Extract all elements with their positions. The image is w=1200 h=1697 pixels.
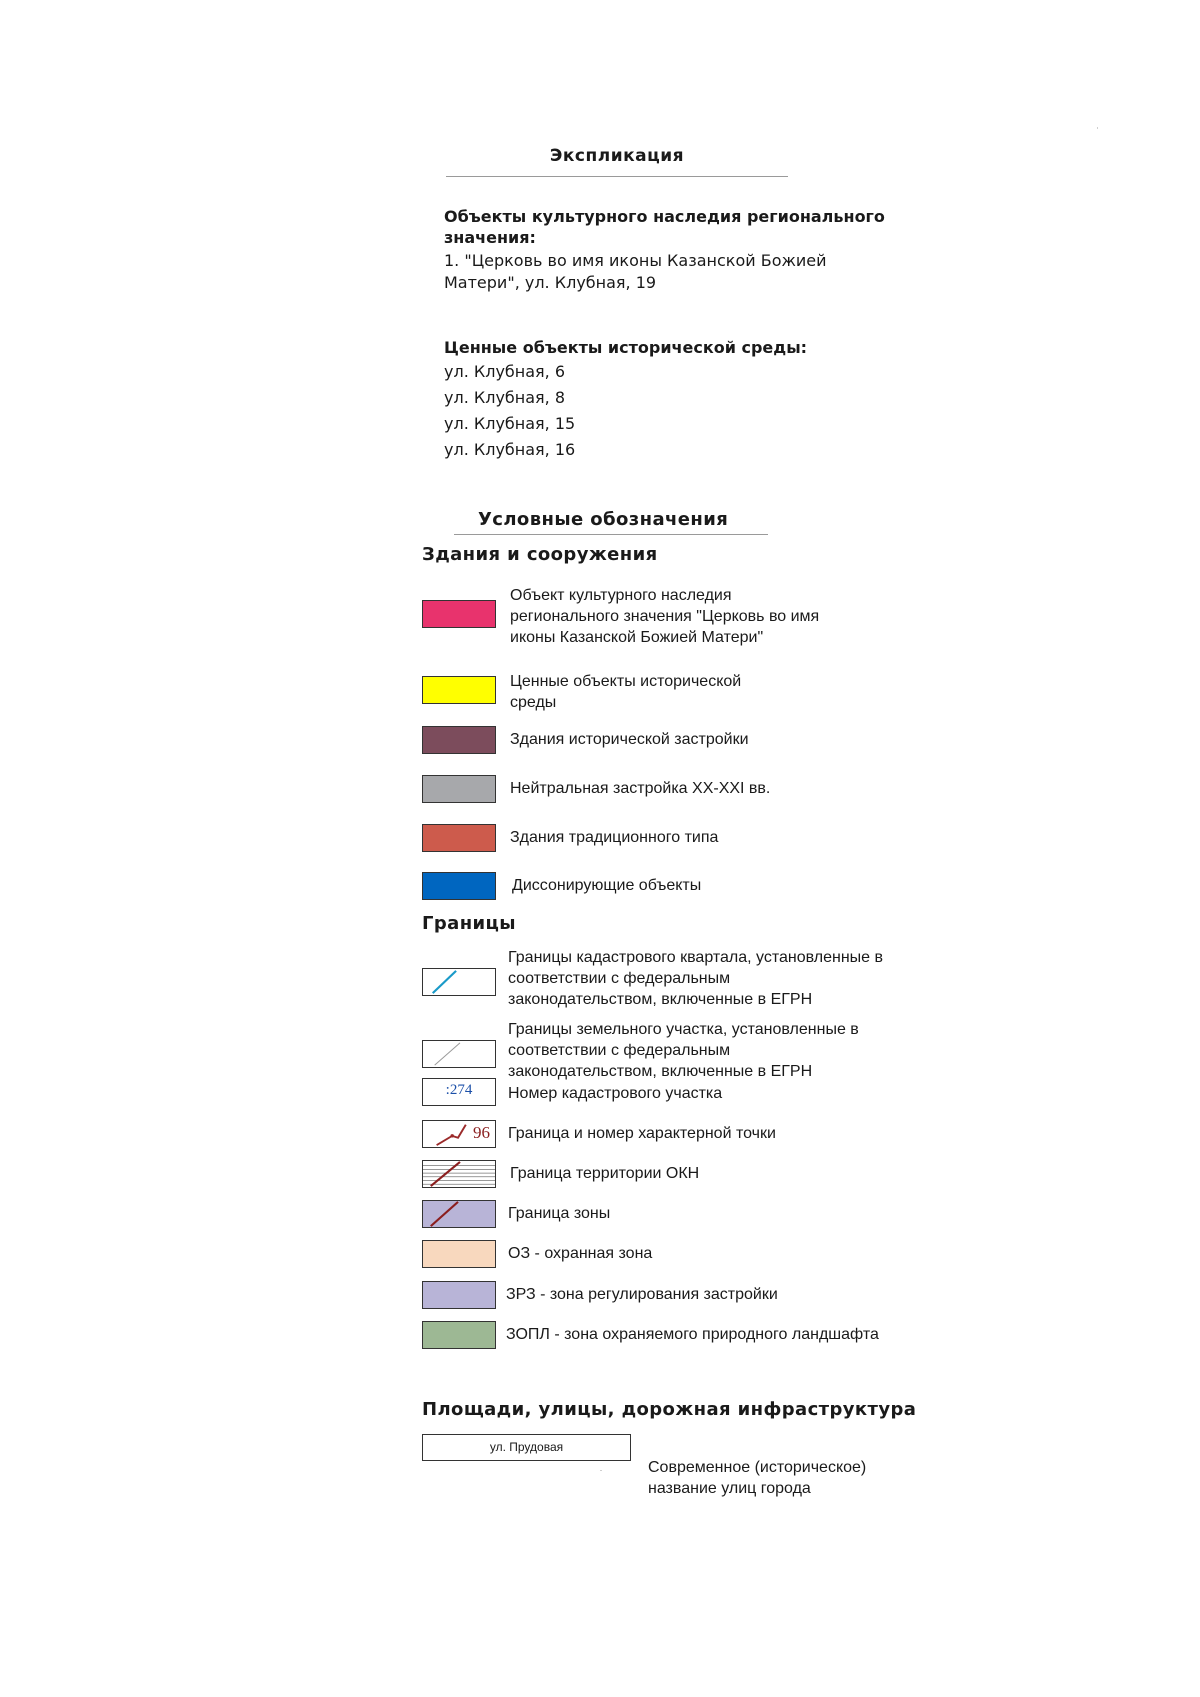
buildings-section-title: Здания и сооружения [422, 544, 658, 565]
label-zone-border: Граница зоны [508, 1205, 611, 1222]
swatch-natural-landscape-zone [422, 1321, 496, 1349]
swatch-building-regulation-zone [422, 1281, 496, 1309]
label-street-names-line-2: название улиц города [648, 1480, 811, 1497]
land-plot-border-icon [422, 1040, 496, 1068]
okn-header-line-2: значения: [444, 228, 536, 247]
cadastral-quarter-border-icon [422, 968, 496, 996]
label-traditional-buildings: Здания традиционного типа [510, 829, 719, 846]
street-name-sample: ул. Прудовая [422, 1434, 631, 1461]
okn-territory-border-icon [422, 1160, 496, 1188]
label-protection-zone: ОЗ - охранная зона [508, 1245, 653, 1262]
label-neutral-buildings: Нейтральная застройка XX-XXI вв. [510, 780, 771, 797]
okn-item-line-1: 1. "Церковь во имя иконы Казанской Божией [444, 251, 827, 270]
label-land-plot-line-3: законодательством, включенные в ЕГРН [508, 1063, 813, 1080]
explication-title-rule [446, 176, 788, 177]
label-land-plot-line-1: Границы земельного участка, установленные в [508, 1021, 859, 1038]
characteristic-point-icon [422, 1120, 496, 1148]
characteristic-point-sample: 96 [473, 1123, 490, 1142]
label-characteristic-point: Граница и номер характерной точки [508, 1125, 776, 1142]
valuable-item: ул. Клубная, 16 [444, 440, 576, 459]
swatch-dissonant-objects [422, 872, 496, 900]
streets-section-title: Площади, улицы, дорожная инфраструктура [422, 1399, 917, 1420]
swatch-okn-regional [422, 600, 496, 628]
label-okn-line-1: Объект культурного наследия [510, 587, 732, 604]
valuable-item: ул. Клубная, 6 [444, 362, 566, 381]
label-cadastral-quarter-line-3: законодательством, включенные в ЕГРН [508, 991, 813, 1008]
explication-title: Экспликация [549, 146, 685, 166]
label-natural-landscape-zone: ЗОПЛ - зона охраняемого природного ландшафта [506, 1326, 879, 1343]
label-street-names-line-1: Современное (историческое) [648, 1459, 867, 1476]
swatch-protection-zone [422, 1240, 496, 1268]
scan-speck [1097, 127, 1098, 129]
label-building-regulation-zone: ЗРЗ - зона регулирования застройки [506, 1286, 778, 1303]
swatch-historic-buildings [422, 726, 496, 754]
label-cadastral-quarter-line-1: Границы кадастрового квартала, установленные в [508, 949, 884, 966]
label-okn-territory-border: Граница территории ОКН [510, 1165, 700, 1182]
label-okn-line-3: иконы Казанской Божией Матери" [510, 629, 764, 646]
cadastral-number-icon [422, 1078, 496, 1106]
label-land-plot-line-2: соответствии с федеральным [508, 1042, 731, 1059]
swatch-neutral-buildings [422, 775, 496, 803]
legend-title-rule [454, 534, 768, 535]
cadastral-number-sample: :274 [445, 1082, 473, 1098]
legend-title: Условные обозначения [478, 509, 729, 530]
borders-section-title: Границы [422, 913, 516, 934]
label-dissonant-objects: Диссонирующие объекты [512, 877, 702, 894]
swatch-valuable-objects [422, 676, 496, 704]
swatch-traditional-buildings [422, 824, 496, 852]
valuable-item: ул. Клубная, 15 [444, 414, 576, 433]
label-valuable-line-2: среды [510, 694, 557, 711]
label-cadastral-number: Номер кадастрового участка [508, 1085, 723, 1102]
okn-item-line-2: Матери", ул. Клубная, 19 [444, 273, 657, 292]
valuable-item: ул. Клубная, 8 [444, 388, 566, 407]
zone-border-icon [422, 1200, 496, 1228]
valuable-objects-header: Ценные объекты исторической среды: [444, 338, 808, 357]
label-historic-buildings: Здания исторической застройки [510, 731, 749, 748]
label-cadastral-quarter-line-2: соответствии с федеральным [508, 970, 731, 987]
label-valuable-line-1: Ценные объекты исторической [510, 673, 742, 690]
scan-speck [600, 1470, 602, 1471]
label-okn-line-2: регионального значения "Церковь во имя [510, 608, 820, 625]
okn-header-line-1: Объекты культурного наследия регионального [444, 207, 885, 226]
